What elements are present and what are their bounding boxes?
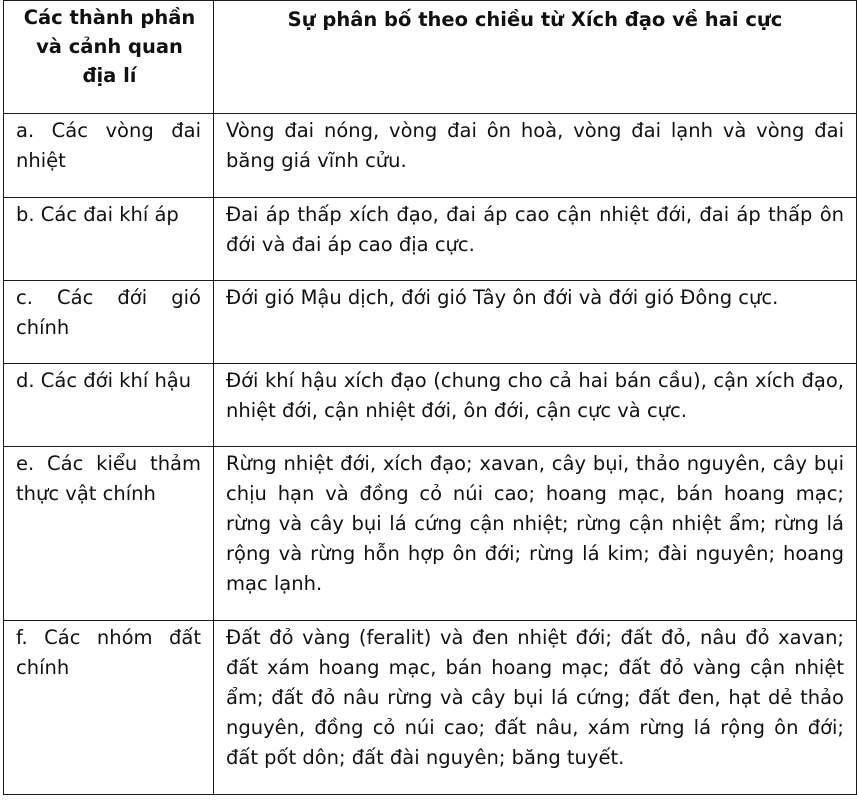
table-row xyxy=(4,198,857,281)
distribution-cell: Đai áp thấp xích đạo, đai áp cao cận nhiệt đới, đai áp thấp ôn đới và đai áp cao địa cực. xyxy=(214,198,857,281)
component-cell: e. Các kiểu thảm thực vật chính xyxy=(4,447,214,621)
header-components: Các thành phần và cảnh quan địa lí xyxy=(4,1,214,114)
distribution-cell: Đất đỏ vàng (feralit) và đen nhiệt đới; đất đỏ, nâu đỏ xavan; đất xám hoang mạc, bán hoang mạc; đất đỏ vàng cận nhiệt ẩm; đất đỏ nâu rừng và cây bụi lá cứng; đất đen, hạt dẻ thảo nguyên, đồng cỏ núi cao; đất nâu, xám rừng lá rộng ôn đới; đất pốt dôn; đất đài nguyên; băng tuyết. xyxy=(214,621,857,795)
component-cell: c. Các đới gió chính xyxy=(4,281,214,364)
distribution-cell: Đới gió Mậu dịch, đới gió Tây ôn đới và đới gió Đông cực. xyxy=(214,281,857,364)
component-cell: d. Các đới khí hậu xyxy=(4,364,214,447)
header-distribution: Sự phân bố theo chiều từ Xích đạo về hai cực xyxy=(214,1,857,114)
table-row xyxy=(4,281,857,364)
table-row xyxy=(4,114,857,198)
component-cell: b. Các đai khí áp xyxy=(4,198,214,281)
table-row xyxy=(4,621,857,795)
distribution-cell: Vòng đai nóng, vòng đai ôn hoà, vòng đai lạnh và vòng đai băng giá vĩnh cửu. xyxy=(214,114,857,198)
table-row xyxy=(4,364,857,447)
geography-zonation-table xyxy=(3,0,857,795)
component-cell: a. Các vòng đai nhiệt xyxy=(4,114,214,198)
table-row xyxy=(4,447,857,621)
distribution-cell: Rừng nhiệt đới, xích đạo; xavan, cây bụi, thảo nguyên, cây bụi chịu hạn và đồng cỏ núi cao; hoang mạc, bán hoang mạc; rừng và cây bụi lá cứng cận nhiệt; rừng cận nhiệt ẩm; rừng lá rộng và rừng hỗn hợp ôn đới; rừng lá kim; đài nguyên; hoang mạc lạnh. xyxy=(214,447,857,621)
table-header-row xyxy=(4,1,857,114)
component-cell: f. Các nhóm đất chính xyxy=(4,621,214,795)
distribution-cell: Đới khí hậu xích đạo (chung cho cả hai bán cầu), cận xích đạo, nhiệt đới, cận nhiệt đới, ôn đới, cận cực và cực. xyxy=(214,364,857,447)
